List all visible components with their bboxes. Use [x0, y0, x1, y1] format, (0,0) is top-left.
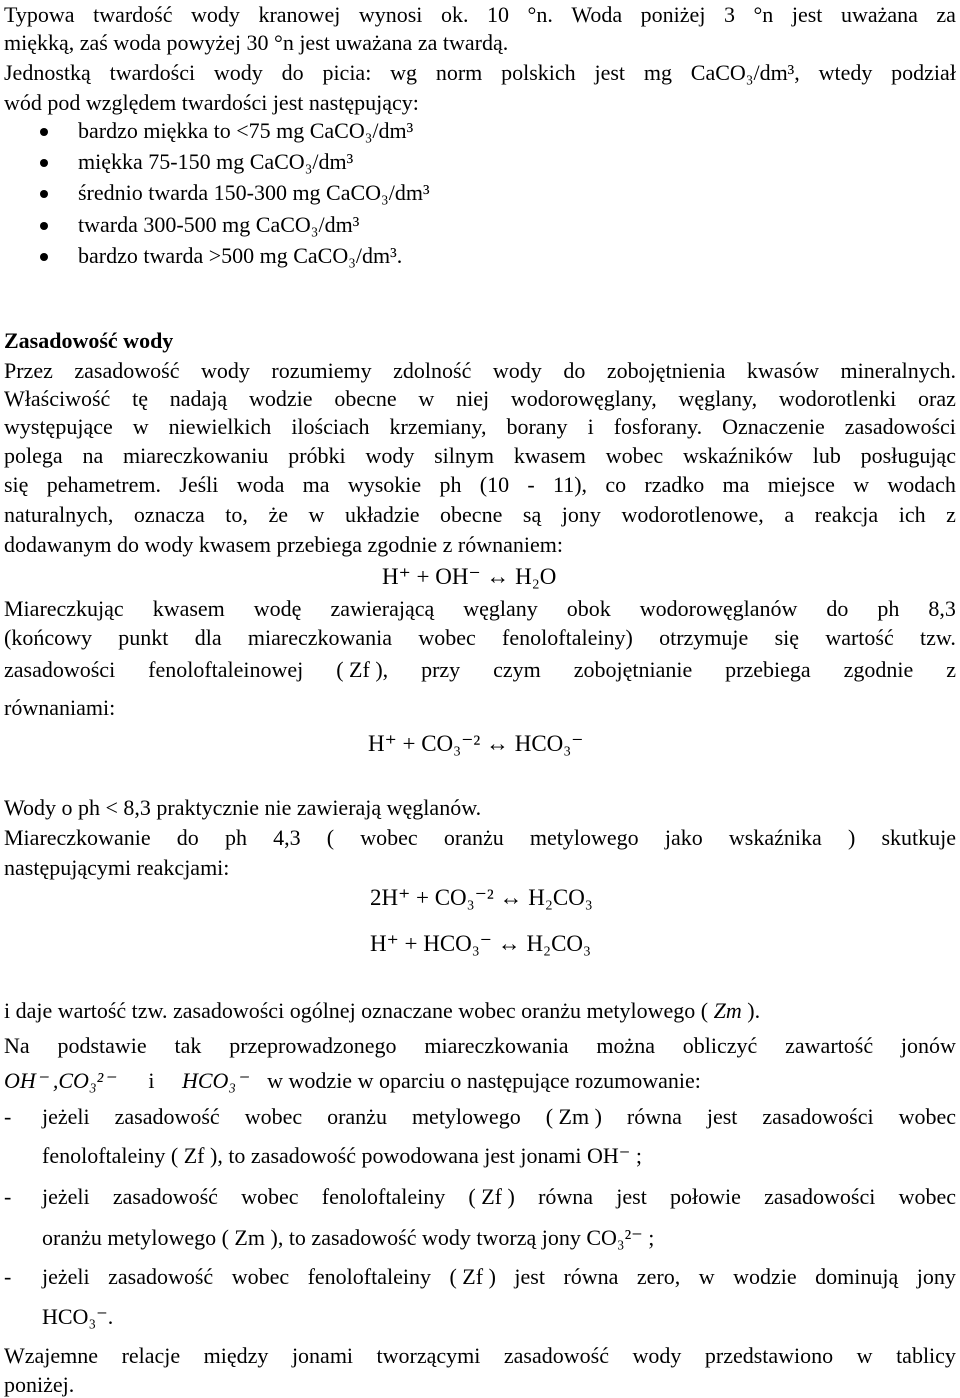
word: w [418, 386, 435, 411]
word: twardość [93, 2, 173, 27]
word: a [784, 502, 795, 527]
word: wobec [360, 825, 418, 850]
word: wody [191, 2, 240, 27]
word: przebiega [725, 657, 811, 682]
word: Miareczkując [4, 596, 124, 621]
word: naturalnych, [4, 502, 114, 527]
list-item: średnio twarda 150-300 mg CaCO₃/dm³ [78, 180, 430, 205]
word: oraz [918, 386, 956, 411]
alk-line-6 [4, 502, 956, 528]
equation-2: H⁺ + CO₃⁻² ↔ HCO₃⁻ [368, 731, 584, 756]
word: połowie [670, 1184, 741, 1209]
word: w [698, 1264, 715, 1289]
word: metylowego [529, 825, 639, 850]
word: jeżeli [42, 1104, 90, 1129]
word: 11), [553, 472, 588, 497]
word: punkt [118, 625, 169, 650]
word: kwasem [513, 443, 586, 468]
word: (10 [479, 472, 510, 497]
word: wody [492, 358, 542, 383]
word: mg [643, 60, 672, 85]
ions-oh-co3: OH⁻ ,CO₃²⁻ [4, 1068, 115, 1093]
intro-line-3 [4, 60, 956, 86]
word: przedstawiono [704, 1343, 834, 1368]
list-item: bardzo miękka to <75 mg CaCO₃/dm³ [78, 118, 414, 143]
word: wynosi [358, 2, 423, 27]
word: tworzącymi [376, 1343, 481, 1368]
word: na [82, 443, 104, 468]
word: oznacza [133, 502, 205, 527]
word: wodzie [248, 386, 313, 411]
carb-line-3: następującymi reakcjami: [4, 855, 230, 880]
word: z [946, 657, 956, 682]
word: zasadowości [762, 1104, 874, 1129]
bullet-icon [40, 222, 48, 230]
total-line-1-text: i daje wartość tzw. zasadowości ogólnej oznaczane wobec oranżu metylowego ( [4, 998, 709, 1023]
word: ph [877, 596, 900, 621]
bullet-icon [40, 159, 48, 167]
carb-line-1: Wody o ph < 8,3 praktycznie nie zawierają węglanów. [4, 795, 482, 820]
word: wobec [898, 1104, 956, 1129]
word: Przez [4, 358, 53, 383]
word: wobec [244, 1104, 303, 1129]
section-heading: Zasadowość wody [4, 328, 174, 353]
list-item: twarda 300-500 mg CaCO₃/dm³ [78, 212, 360, 237]
total-line-1 [4, 998, 760, 1024]
word: lub [812, 443, 841, 468]
word: jest [706, 1104, 738, 1129]
word: ph [439, 472, 462, 497]
word: °n. [527, 2, 553, 27]
word: kwasem [152, 596, 225, 621]
rule-dash: - [4, 1104, 12, 1129]
word: miareczkowania [424, 1033, 569, 1058]
word: zgodnie [843, 657, 914, 682]
word: fenoloftaleiny [321, 1184, 446, 1209]
word: obok [566, 596, 611, 621]
word: obliczyć [682, 1033, 758, 1058]
word: ( Zf ) [449, 1264, 496, 1289]
word: dominują [815, 1264, 899, 1289]
word: skutkuje [881, 825, 956, 850]
word: 3 [723, 2, 735, 27]
word: poniżej [640, 2, 706, 27]
zm-symbol: Zm [713, 998, 742, 1023]
rule-2-line-1 [42, 1184, 956, 1210]
word: że [268, 502, 288, 527]
intro-line-2: miękką, zaś woda powyżej 30 °n jest uważana za twardą. [4, 30, 509, 55]
word: jeżeli [42, 1184, 90, 1209]
word: borany [506, 414, 568, 439]
word: zawartość [785, 1033, 874, 1058]
alk-line-2 [4, 386, 956, 412]
word: Woda [571, 2, 623, 27]
word: niewielkich [168, 414, 272, 439]
word: podstawie [57, 1033, 147, 1058]
word: wskaźników [682, 443, 793, 468]
word: fenoloftaleinowej [148, 657, 304, 682]
word: woda [236, 472, 285, 497]
total-line-3-text: w wodzie w oparciu o następujące rozumowanie: [267, 1068, 701, 1093]
ion-hco3: HCO₃⁻ [181, 1068, 248, 1093]
intro-line-1 [4, 2, 956, 28]
word: w [853, 472, 870, 497]
word: ma [302, 472, 330, 497]
word: przeprowadzonego [229, 1033, 397, 1058]
word: jest [514, 1264, 545, 1289]
word: zobojętnianie [573, 657, 693, 682]
word: polega [4, 443, 63, 468]
word: wody [201, 358, 250, 383]
word: z [946, 502, 956, 527]
word: kranowej [258, 2, 341, 27]
and-word: i [148, 1068, 155, 1093]
word: tak [174, 1033, 202, 1058]
word: wodorotlenki [778, 386, 897, 411]
rule-3-line-2: HCO₃⁻. [42, 1304, 114, 1329]
word: w [856, 1343, 873, 1368]
bullet-icon [40, 253, 48, 261]
word: wobec [418, 625, 476, 650]
word: silnym [434, 443, 495, 468]
word: jonów [900, 1033, 956, 1058]
word: reakcja [814, 502, 879, 527]
word: są [522, 502, 542, 527]
total-line-3 [4, 1068, 701, 1094]
intro-line-4: wód pod względem twardości jest następujący: [4, 90, 419, 115]
word: zasadowości [4, 657, 116, 682]
word: polskich [501, 60, 576, 85]
bullet-icon [40, 190, 48, 198]
rule-3-line-1 [42, 1264, 956, 1290]
word: się [4, 472, 29, 497]
equation-4: H⁺ + HCO₃⁻ ↔ H₂CO₃ [370, 931, 592, 956]
alk-line-7: dodawanym do wody kwasem przebiega zgodnie z równaniem: [4, 532, 563, 557]
word: tzw. [920, 625, 956, 650]
word: zasadowość [108, 1264, 214, 1289]
word: węglany, [678, 386, 758, 411]
word: rozumiemy [271, 358, 372, 383]
rule-dash: - [4, 1184, 12, 1209]
phen-line-4: równaniami: [4, 695, 116, 720]
word: zdolność [393, 358, 472, 383]
word: pehametrem. [46, 472, 161, 497]
final-line-2: poniżej. [4, 1372, 75, 1397]
word: niej [456, 386, 490, 411]
word: otrzymuje [659, 625, 749, 650]
word: próbki [288, 443, 346, 468]
word: do [281, 60, 304, 85]
word: wobec [605, 443, 664, 468]
word: ok. [440, 2, 469, 27]
word: Oznaczenie [722, 414, 825, 439]
word: ( Zf ) [468, 1184, 515, 1209]
word: krzemiany, [389, 414, 487, 439]
word: metylowego [411, 1104, 521, 1129]
word: między [203, 1343, 269, 1368]
word: zawierającą [330, 596, 435, 621]
word: wg [390, 60, 418, 85]
word: wodę [253, 596, 302, 621]
word: wobec [898, 1184, 956, 1209]
word: wtedy [818, 60, 873, 85]
word: ph [224, 825, 247, 850]
word: ilościach [291, 414, 370, 439]
total-line-1-end: ). [747, 998, 761, 1023]
word: równa [626, 1104, 682, 1129]
word: jest [791, 2, 823, 27]
word: miareczkowaniu [123, 443, 269, 468]
word: wodorowęglanów [639, 596, 798, 621]
word: tablicy [896, 1343, 956, 1368]
word: zasadowość [112, 1184, 218, 1209]
rule-2-line-2: oranżu metylowego ( Zm ), to zasadowość wody tworzą jony CO₃²⁻ ; [42, 1225, 655, 1250]
word: węglany [463, 596, 538, 621]
list-item: miękka 75-150 mg CaCO₃/dm³ [78, 149, 354, 174]
word: w [132, 414, 149, 439]
word: wody [632, 1343, 682, 1368]
word: zasadowości [844, 414, 956, 439]
word: co [605, 472, 627, 497]
word: Jeśli [179, 472, 219, 497]
word: Miareczkowanie [4, 825, 151, 850]
word: fenoloftaleiny) [502, 625, 633, 650]
alk-line-1 [4, 358, 956, 384]
rule-1-line-1 [42, 1104, 956, 1130]
word: 10 [486, 2, 509, 27]
word: Jednostką [4, 60, 91, 85]
word: podział [891, 60, 956, 85]
word: wody [365, 443, 415, 468]
word: norm [435, 60, 483, 85]
word: dla [194, 625, 222, 650]
word: jeżeli [42, 1264, 90, 1289]
word: miareczkowania [247, 625, 393, 650]
word: kwasów [746, 358, 819, 383]
bullet-icon [40, 128, 48, 136]
alk-line-4 [4, 443, 956, 469]
word: to, [225, 502, 248, 527]
word: ( Zm ) [545, 1104, 602, 1129]
word: w [308, 502, 325, 527]
word: do [826, 596, 849, 621]
word: °n [753, 2, 774, 27]
word: jest [616, 1184, 647, 1209]
word: wodzie [733, 1264, 797, 1289]
word: zobojętnienia [606, 358, 726, 383]
word: jony [916, 1264, 956, 1289]
word: uważana [840, 2, 918, 27]
final-line-1 [4, 1343, 956, 1369]
word: nadają [169, 386, 228, 411]
word: i [587, 414, 594, 439]
word: mineralnych. [840, 358, 956, 383]
word: relacje [121, 1343, 181, 1368]
word: równa [538, 1184, 594, 1209]
word: obecne [334, 386, 397, 411]
equation-1: H⁺ + OH⁻ ↔ H₂O [382, 564, 557, 589]
word: ( [326, 825, 335, 850]
word: wobec [231, 1264, 290, 1289]
total-line-2 [4, 1033, 956, 1059]
word: wysokie [347, 472, 422, 497]
word: wskaźnika [728, 825, 822, 850]
rule-dash: - [4, 1264, 12, 1289]
word: (końcowy [4, 625, 92, 650]
word: Wzajemne [4, 1343, 99, 1368]
word: się [774, 625, 800, 650]
word: twardości [109, 60, 196, 85]
word: wodorowęglany, [510, 386, 657, 411]
word: układzie [344, 502, 420, 527]
word: fosforany. [613, 414, 703, 439]
word: jako [664, 825, 703, 850]
equation-3: 2H⁺ + CO₃⁻² ↔ H₂CO₃ [370, 885, 593, 910]
phen-line-2 [4, 625, 956, 651]
word: picia: [322, 60, 372, 85]
word: ich [898, 502, 926, 527]
word: tę [132, 386, 148, 411]
word: fenoloftaleiny [307, 1264, 431, 1289]
word: Typowa [4, 2, 75, 27]
word: wartość [825, 625, 894, 650]
word: posługując [860, 443, 956, 468]
word: za [936, 2, 956, 27]
list-item: bardzo twarda >500 mg CaCO₃/dm³. [78, 243, 403, 268]
word: zasadowość [114, 1104, 220, 1129]
word: zero, [636, 1264, 681, 1289]
word: Właściwość [4, 386, 111, 411]
word: oranżu [443, 825, 504, 850]
word: do [563, 358, 586, 383]
word: zasadowość [503, 1343, 609, 1368]
word: miejsce [767, 472, 835, 497]
carb-line-2 [4, 825, 956, 851]
alk-line-3 [4, 414, 956, 440]
alk-line-5 [4, 472, 956, 498]
word: 4,3 [273, 825, 301, 850]
word: 8,3 [928, 596, 956, 621]
word: zasadowości [764, 1184, 876, 1209]
word: wodach [887, 472, 956, 497]
word: - [527, 472, 535, 497]
word: ) [847, 825, 856, 850]
word: przy [421, 657, 461, 682]
word: oranżu [327, 1104, 387, 1129]
word: wodorotlenowe, [621, 502, 764, 527]
word: ( Zf ), [336, 657, 389, 682]
word: występujące [4, 414, 113, 439]
word: obecne [440, 502, 503, 527]
word: jest [594, 60, 626, 85]
phen-line-3 [4, 657, 956, 683]
word: rzadko [644, 472, 705, 497]
word: zasadowość [74, 358, 180, 383]
word: wobec [241, 1184, 299, 1209]
word: do [176, 825, 199, 850]
word: czym [493, 657, 541, 682]
word: równa [563, 1264, 619, 1289]
word: jonami [291, 1343, 354, 1368]
word: Na [4, 1033, 30, 1058]
word: jony [561, 502, 601, 527]
word: można [596, 1033, 655, 1058]
word: wody [213, 60, 263, 85]
word: ma [722, 472, 750, 497]
rule-1-line-2: fenoloftaleiny ( Zf ), to zasadowość powodowana jest jonami OH⁻ ; [42, 1143, 642, 1168]
word: CaCO₃/dm³, [690, 60, 800, 85]
phen-line-1 [4, 596, 956, 622]
